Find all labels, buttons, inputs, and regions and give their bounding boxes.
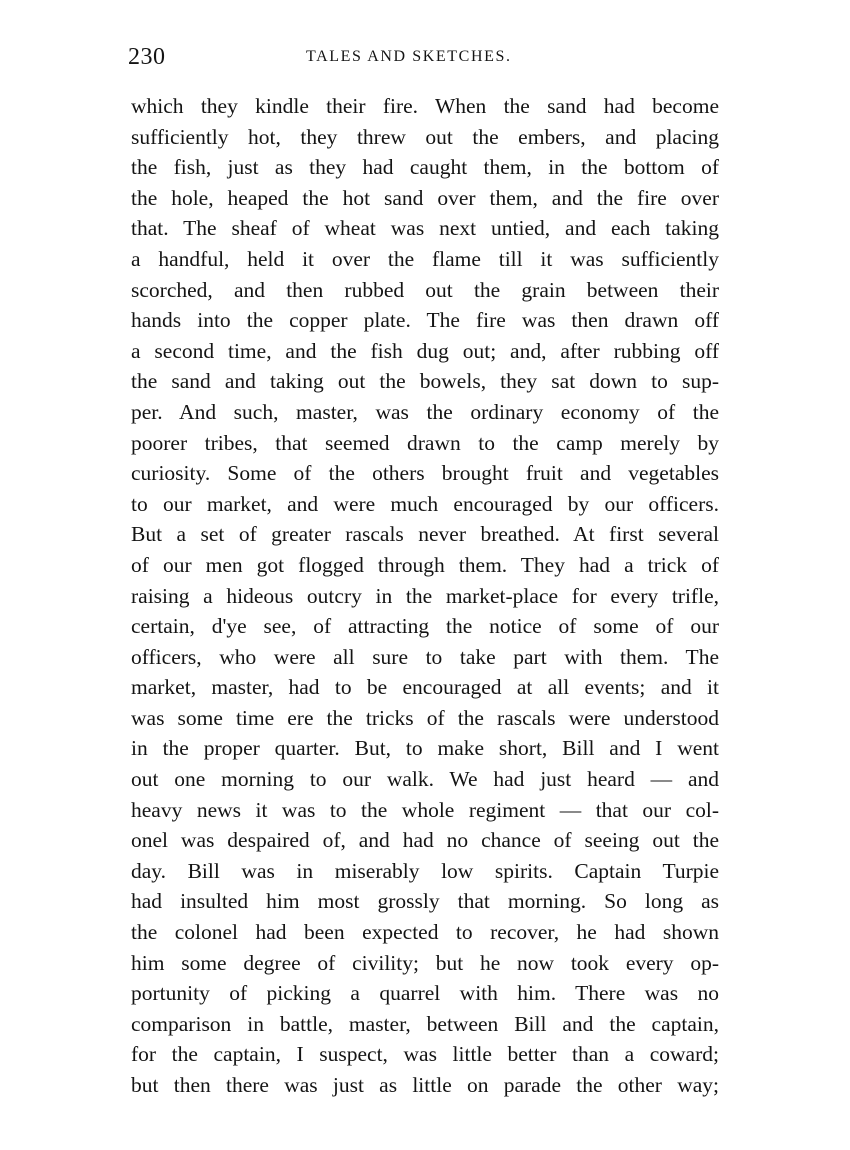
text-line: onel was despaired of, and had no chance of seeing out the [131, 828, 719, 853]
text-line: him some degree of civility; but he now took every op- [131, 950, 719, 975]
running-header [128, 42, 720, 72]
page-number: 230 [128, 44, 166, 70]
text-line: the fish, just as they had caught them, in the bottom of [131, 155, 719, 180]
text-line: for the captain, I suspect, was little better than a coward; [131, 1042, 719, 1067]
text-line: curiosity. Some of the others brought fruit and vegetables [131, 461, 719, 486]
text-line: heavy news it was to the whole regiment — that our col- [131, 797, 719, 822]
text-line: that. The sheaf of wheat was next untied, and each taking [131, 216, 719, 241]
text-line: the hole, heaped the hot sand over them, and the fire over [131, 185, 719, 210]
text-line: the colonel had been expected to recover, he had shown [131, 920, 719, 945]
text-line: a handful, held it over the flame till it was sufficiently [131, 246, 719, 271]
text-line: of our men got flogged through them. They had a trick of [131, 552, 719, 577]
text-line: certain, d'ye see, of attracting the notice of some of our [131, 614, 719, 639]
running-title: TALES AND SKETCHES. [306, 48, 512, 65]
text-line: out one morning to our walk. We had just heard — and [131, 767, 719, 792]
text-line: But a set of greater rascals never breathed. At first several [131, 522, 719, 547]
text-line: portunity of picking a quarrel with him. There was no [131, 981, 719, 1006]
text-line: in the proper quarter. But, to make short, Bill and I went [131, 736, 719, 761]
text-line: to our market, and were much encouraged by our officers. [131, 491, 719, 516]
text-line: had insulted him most grossly that morning. So long as [131, 889, 719, 914]
text-line: the sand and taking out the bowels, they sat down to sup- [131, 369, 719, 394]
text-line: was some time ere the tricks of the rascals were understood [131, 705, 719, 730]
text-line: market, master, had to be encouraged at all events; and it [131, 675, 719, 700]
text-line: but then there was just as little on parade the other way; [131, 1073, 719, 1097]
text-line: hands into the copper plate. The fire was then drawn off [131, 308, 719, 333]
text-line: per. And such, master, was the ordinary economy of the [131, 399, 719, 424]
text-line: scorched, and then rubbed out the grain between their [131, 277, 719, 302]
text-line: sufficiently hot, they threw out the embers, and placing [131, 124, 719, 149]
text-line: raising a hideous outcry in the market-place for every trifle, [131, 583, 719, 608]
text-line: poorer tribes, that seemed drawn to the camp merely by [131, 430, 719, 455]
body-text [131, 91, 719, 1101]
text-line: day. Bill was in miserably low spirits. Captain Turpie [131, 858, 719, 883]
text-line: which they kindle their fire. When the sand had become [131, 94, 719, 118]
text-line: officers, who were all sure to take part with them. The [131, 644, 719, 669]
text-line: a second time, and the fish dug out; and, after rubbing off [131, 338, 719, 363]
text-line: comparison in battle, master, between Bill and the captain, [131, 1011, 719, 1036]
